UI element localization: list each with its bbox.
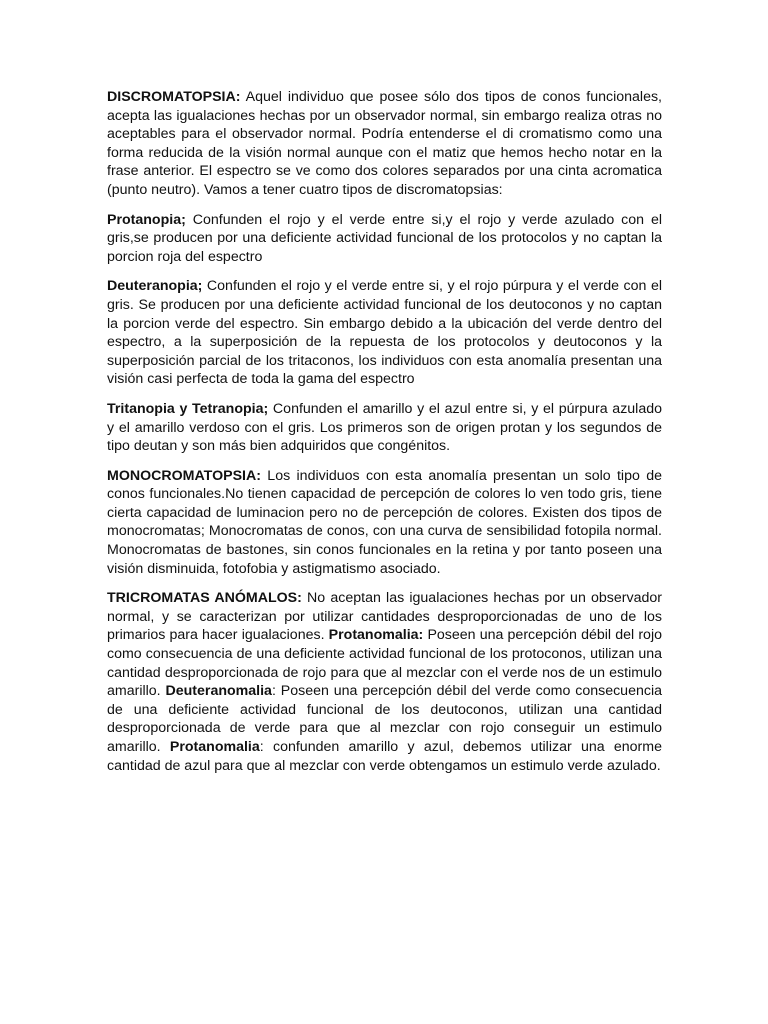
term-discromatopsia: DISCROMATOPSIA: <box>107 89 241 105</box>
paragraph-text: Confunden el rojo y el verde entre si, y el rojo púrpura y el verde con el gris. Se producen por una deficiente actividad funcional de los deutoconos y no captan la porcion verde del espectro. Sin embargo debido a la ubicación del verde dentro del espectro, a la superposición de la repuesta de los protocolos y deutoconos y la superposición parcial de los tritaconos, los individuos con esta anomalía presentan una visión casi perfecta de toda la gama del espectro <box>107 278 662 388</box>
paragraph-text: Confunden el rojo y el verde entre si,y el rojo y verde azulado con el gris,se producen por una deficiente actividad funcional de los protocolos y no captan la porcion roja del espectro <box>107 211 662 265</box>
paragraph-text: Los individuos con esta anomalía presentan un solo tipo de conos funcionales.No tienen capacidad de percepción de colores lo ven todo gris, tiene cierta capacidad de luminacion pero no de percepción de colores. Existen dos tipos de monocromatas; Monocromatas de conos, con una curva de sensibilidad fotopila normal. Monocromatas de bastones, sin conos funcionales en la retina y por tanto poseen una visión disminuida, fotofobia y astigmatismo asociado. <box>107 467 662 577</box>
term-protanomalia-2: Protanomalia <box>169 739 260 755</box>
paragraph-text: : Poseen una percepción débil del verde como consecuencia de una deficiente actividad funcional de los deutoconos, utilizan una cantidad desproporcionada de verde para que al mezclar con rojo conseguir un estimulo amarillo. <box>107 683 662 755</box>
paragraph-tritanopia <box>107 400 662 456</box>
term-protanopia: Protanopia; <box>107 211 186 228</box>
paragraph-text: Confunden el amarillo y el azul entre si, y el púrpura azulado y el amarillo verdoso con el gris. Los primeros son de origen protan y los segundos de tipo deutan y son más bien adquiridos que congénitos. <box>107 400 662 455</box>
term-protanomalia: Protanomalia: <box>328 627 424 644</box>
paragraph-deuteranopia <box>107 277 662 389</box>
paragraph-monocromatopsia <box>107 467 662 579</box>
paragraph-text: No aceptan las igualaciones hechas por un observador normal, y se caracterizan por utilizar cantidades desproporcionadas de uno de los primarios para hacer igualaciones. <box>107 590 663 644</box>
paragraph-text: Aquel individuo que posee sólo dos tipos de conos funcionales, acepta las igualaciones hechas por un observador normal, sin embargo realiza otras no aceptables para el observador normal. Podría entenderse el di cromatismo como una forma reducida de la visión normal aunque con el matiz que hemos hecho notar en la frase anterior. El espectro se ve como dos colores separados por una cinta acromatica (punto neutro). Vamos a tener cuatro tipos de discromatopsias: <box>107 89 662 198</box>
paragraph-text: : confunden amarillo y azul, debemos utilizar una enorme cantidad de azul para que al mezclar con verde obtengamos un estimulo verde azulado. <box>107 739 662 774</box>
term-tritanopia: Tritanopia y Tetranopia; <box>107 400 269 417</box>
term-monocromatopsia: MONOCROMATOPSIA: <box>107 467 261 484</box>
paragraph-discromatopsia <box>107 88 662 200</box>
document-body <box>107 88 662 786</box>
paragraph-text: Poseen una percepción débil del rojo como consecuencia de una deficiente actividad funcional de los protoconos, utilizan una cantidad desproporcionada de rojo para que al mezclar con el verde nos de un estimulo amarillo. <box>107 627 662 700</box>
paragraph-tricromatas <box>107 589 662 775</box>
term-tricromatas-anomalos: TRICROMATAS ANÓMALOS: <box>107 590 302 607</box>
term-deuteranopia: Deuteranopia; <box>107 278 203 295</box>
paragraph-protanopia <box>107 211 662 267</box>
term-deuteranomalia: Deuteranomalia <box>165 683 272 700</box>
